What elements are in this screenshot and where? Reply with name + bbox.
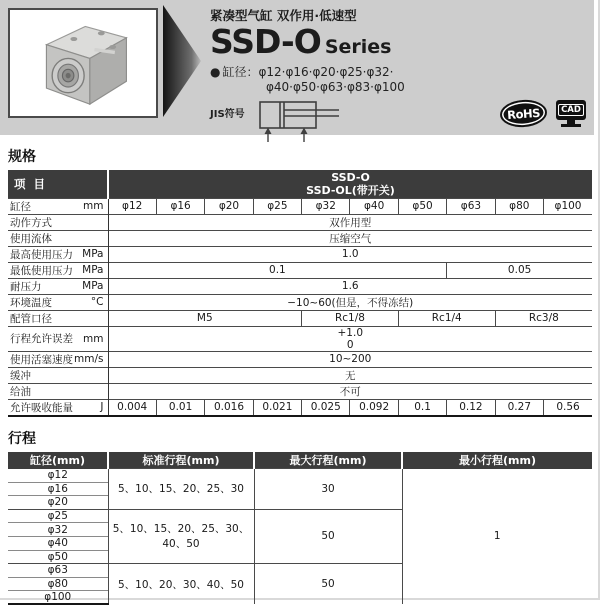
spec-section [8,146,590,417]
rohs-badge: RoHS [499,98,548,128]
bullet-icon: ● [210,65,220,79]
stroke-row: φ100 [8,591,592,605]
stroke-row: φ63 5、10、20、30、40、50 50 [8,564,592,578]
spec-row-action: 动作方式 双作用型 [8,214,592,230]
arrow-decoration-icon [163,5,203,117]
spec-row-fluid: 使用流体 压缩空气 [8,230,592,246]
stroke-row: φ80 [8,577,592,591]
stroke-header-row: 缸径(mm) 标准行程(mm) 最大行程(mm) 最小行程(mm) [8,452,592,469]
spec-item-header: 项 目 [8,170,108,198]
spec-section-title: 规格 [8,146,590,166]
spec-row-max-pressure: 最高使用压力 MPa 1.0 [8,246,592,262]
spec-row-min-pressure: 最低使用压力 MPa 0.1 0.05 [8,262,592,278]
bore-label: 缸径： [222,65,258,79]
spec-header-row [8,170,592,198]
stroke-row: φ20 [8,496,592,510]
spec-model-header: SSD-O SSD-OL(带开关) [108,170,592,198]
cylinder-product-image [24,15,142,111]
series-suffix: Series [325,36,392,58]
spec-table [8,170,592,417]
cad-monitor-icon: CAD [556,100,586,120]
product-photo [8,8,158,118]
series-name: SSD-O [210,22,321,61]
stroke-section-title: 行程 [8,428,590,448]
bore-list-line1: ● 缸径：φ12·φ16·φ20·φ25·φ32· [210,63,405,80]
bore-list-line2: φ40·φ50·φ63·φ83·φ100 [210,80,405,94]
jis-symbol-label: JIS符号 [210,101,245,120]
stroke-row: φ12 5、10、15、20、25、30 30 1 [8,469,592,483]
spec-row-stroke-tolerance: 行程允许误差 mm +1.0 0 [8,326,592,351]
stroke-row: φ16 [8,482,592,496]
stroke-row: φ40 [8,536,592,550]
spec-row-lubrication: 给油 不可 [8,383,592,399]
header-banner [0,0,594,135]
product-subtitle: 紧凑型气缸 双作用·低速型 [210,6,405,24]
spec-row-piston-speed: 使用活塞速度 mm/s 10~200 [8,351,592,367]
spec-row-bore: 缸径 mm φ12 φ16 φ20 φ25 φ32 φ40 φ50 φ63 φ80 φ100 [8,198,592,214]
stroke-row: φ25 5、10、15、20、25、30、40、50 50 [8,509,592,523]
jis-cylinder-symbol-icon [259,101,341,143]
spec-row-energy: 允许吸收能量 J 0.004 0.01 0.016 0.021 0.025 0.092 0.1 0.12 0.27 0.56 [8,399,592,416]
product-title [210,25,405,60]
stroke-section [8,428,590,605]
spec-row-cushion: 缓冲 无 [8,367,592,383]
spec-row-proof-pressure: 耐压力 MPa 1.6 [8,278,592,294]
cad-badge [556,100,586,127]
stroke-row: φ32 [8,523,592,537]
stroke-row: φ50 [8,550,592,564]
spec-row-ambient-temp: 环境温度 °C −10~60(但是，不得冻结) [8,294,592,310]
stroke-table [8,452,592,605]
spec-row-port-size: 配管口径 M5 Rc1/8 Rc1/4 Rc3/8 [8,310,592,326]
